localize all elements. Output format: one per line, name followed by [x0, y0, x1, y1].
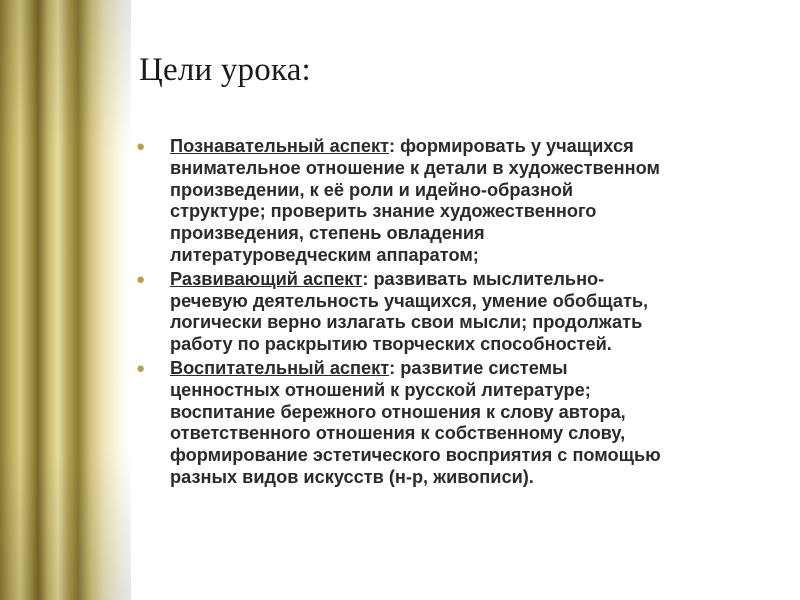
item-line: структуре; проверить знание художественного [170, 201, 597, 222]
curtain-shading [0, 0, 131, 600]
slide-title: Цели урока: [139, 52, 311, 88]
item-line: воспитание бережного отношения к слову автора, [170, 401, 626, 422]
list-item-developmental [136, 269, 796, 356]
goals-list [136, 136, 796, 489]
item-line: Познавательный аспект: формировать у учащихся [170, 136, 634, 156]
item-line: речевую деятельность учащихся, умение обобщать, [170, 290, 649, 311]
item-line: работу по раскрытию творческих способностей. [170, 334, 612, 355]
item-line: логически верно излагать свои мысли; продолжать [170, 312, 643, 333]
aspect-heading: Воспитательный аспект [170, 357, 390, 378]
bullet-icon: ● [136, 270, 146, 288]
item-line: ценностных отношений к русской литературе; [170, 379, 591, 400]
list-item-educational [136, 358, 796, 489]
item-line: формирование эстетического восприятия с помощью [170, 445, 661, 466]
aspect-heading: Познавательный аспект [170, 136, 389, 156]
item-line: литературоведческим аппаратом; [170, 244, 479, 265]
item-line: произведения, степень овладения [170, 223, 485, 244]
item-line: ответственного отношения к собственному слову, [170, 423, 626, 444]
item-line: произведении, к её роли и идейно-образной [170, 179, 574, 200]
item-line: Развивающий аспект: развивать мыслительно- [170, 268, 605, 289]
slide-content [136, 136, 796, 491]
item-line: внимательное отношение к детали в художественном [170, 157, 660, 178]
item-line: Воспитательный аспект: развитие системы [170, 357, 568, 378]
aspect-heading: Развивающий аспект [170, 268, 363, 289]
bullet-icon: ● [136, 138, 146, 155]
bullet-icon: ● [136, 359, 146, 377]
item-line: разных видов искусств (н-р, живописи). [170, 466, 534, 487]
list-item-cognitive [136, 136, 796, 267]
